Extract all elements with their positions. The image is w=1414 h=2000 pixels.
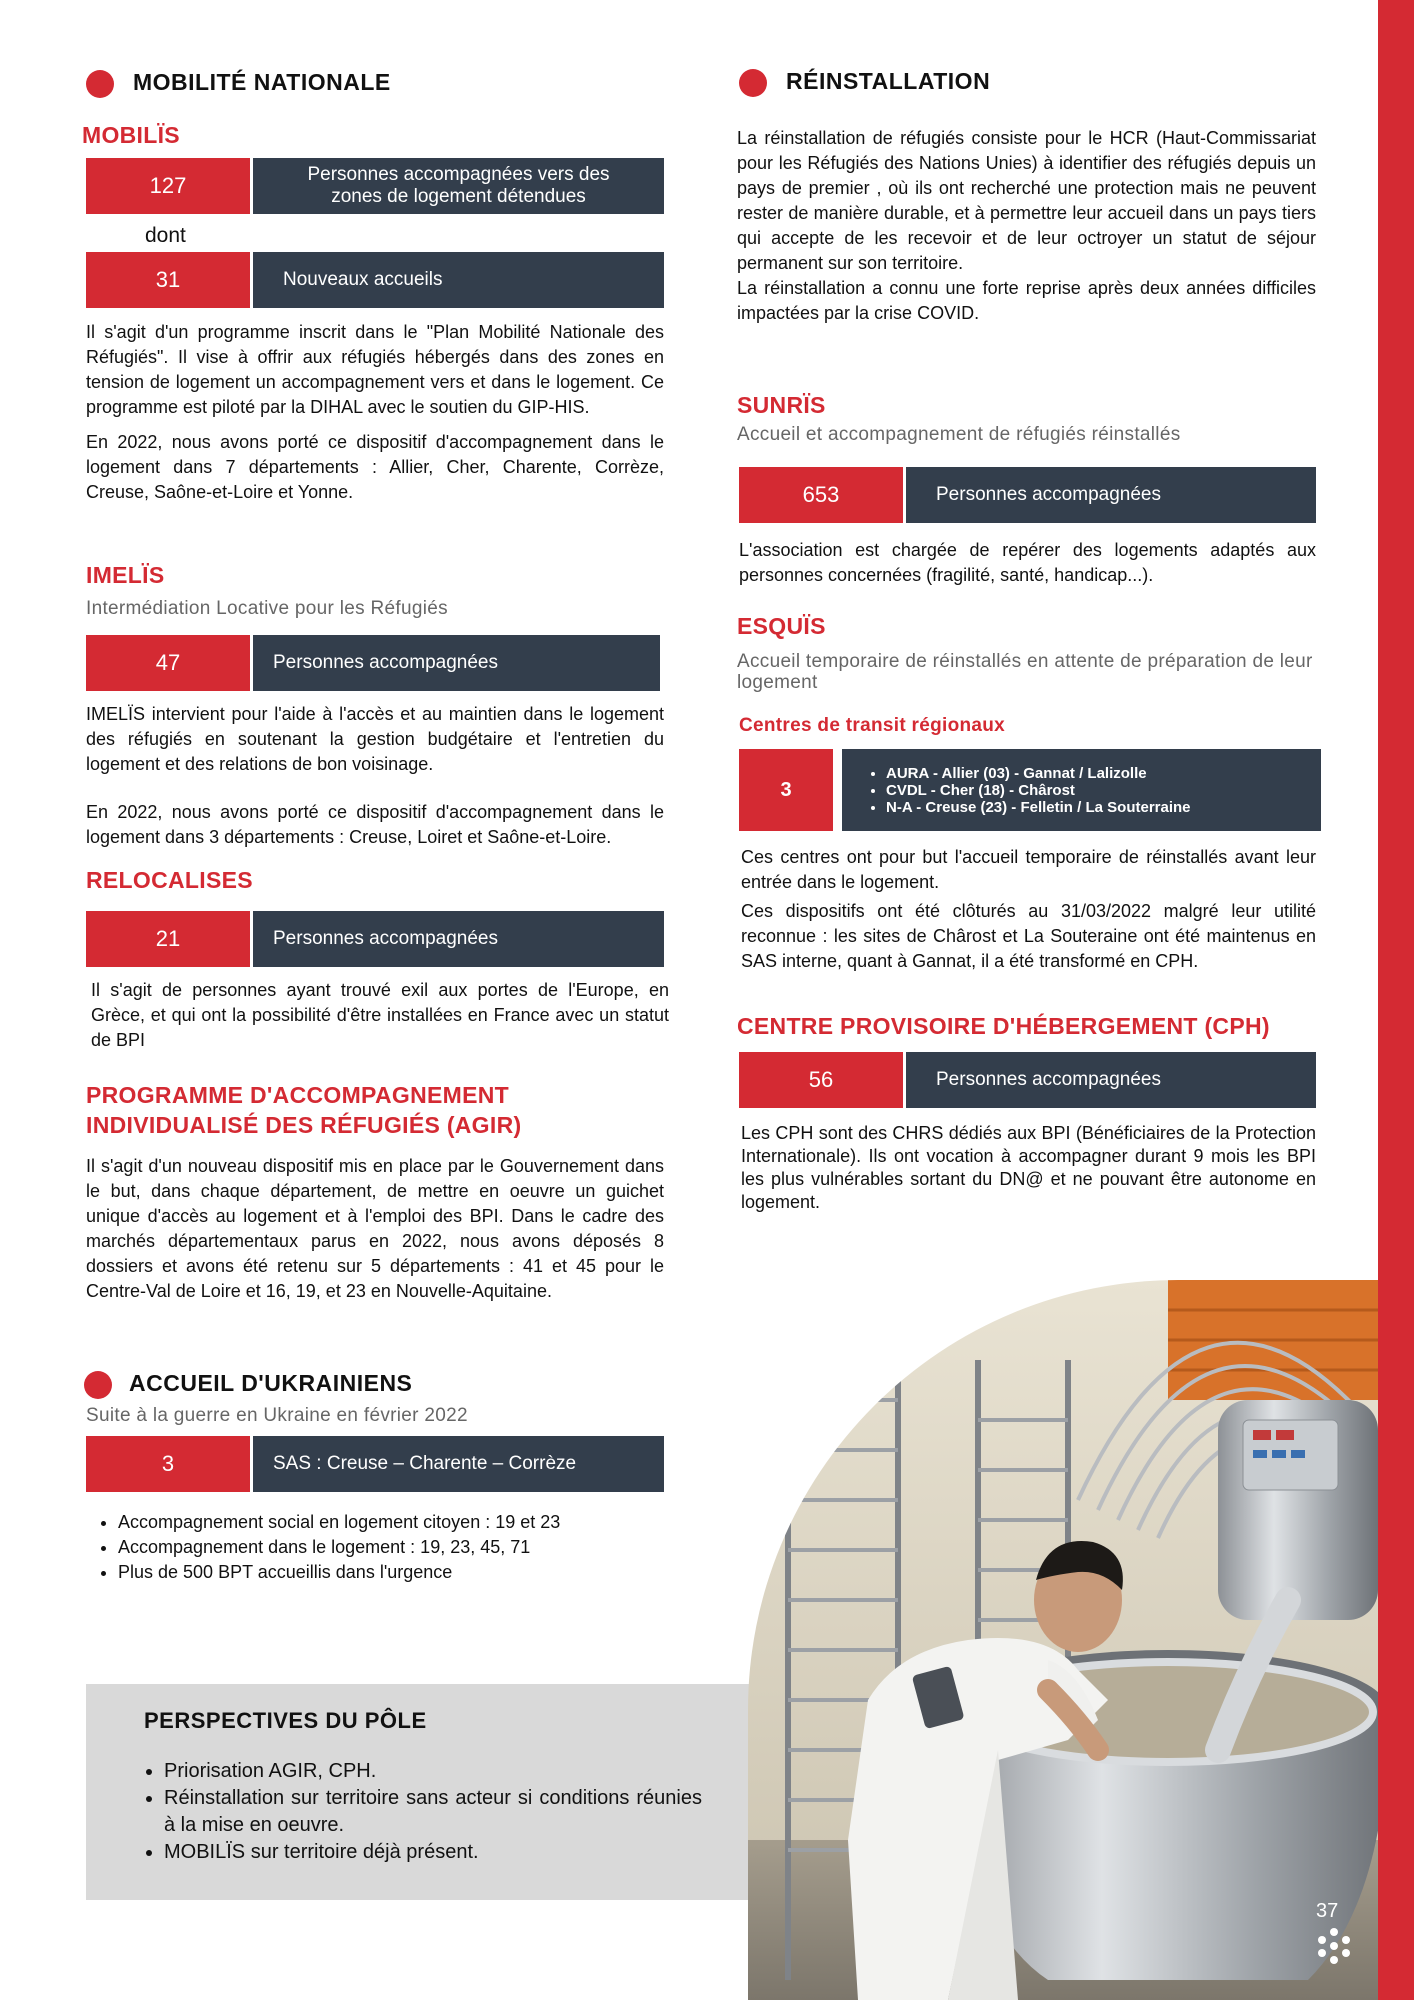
stat-mobilis-31 bbox=[86, 252, 664, 308]
stat-label: Personnes accompagnées bbox=[253, 911, 664, 967]
stat-value: 47 bbox=[86, 635, 250, 691]
centre-item: • CVDL - Cher (18) - Chârost bbox=[886, 782, 1191, 799]
paragraph: La réinstallation de réfugiés consiste pour le HCR (Haut-Commissariat pour les Réfugiés des Nations Unies) à identifier des réfugiés depuis un pays de premier , où ils ont recherché une protection mais ne peuvent rester de manière durable, et à permettre leur accueil dans un pays tiers qui accepte de les recevoir et de leur octroyer un statut de séjour permanent sur son territoire. bbox=[737, 128, 1316, 273]
bullet-item: • Priorisation AGIR, CPH. bbox=[164, 1758, 702, 1785]
bullet-item: • Plus de 500 BPT accueillis dans l'urgence bbox=[118, 1560, 656, 1585]
paragraph: IMELÏS intervient pour l'aide à l'accès et au maintien dans le logement des réfugiés en soutenant la gestion budgétaire et l'entretien du logement et des relations de bon voisinage. bbox=[86, 704, 664, 774]
section-title-ukraine: ACCUEIL D'UKRAINIENS bbox=[129, 1370, 413, 1396]
perspectives-title: PERSPECTIVES DU PÔLE bbox=[144, 1708, 427, 1733]
section-bullet-icon bbox=[84, 1371, 112, 1399]
cph-description bbox=[741, 1122, 1316, 1224]
bullet-item: • Accompagnement dans le logement : 19, 23, 45, 71 bbox=[118, 1535, 656, 1560]
paragraph: Il s'agit d'un programme inscrit dans le "Plan Mobilité Nationale des Réfugiés". Il vise à offrir aux réfugiés hébergés dans des zones en tension de logement un accompagnement vers et dans le logement. Ce programme est piloté par la DIHAL avec le soutien du GIP-HIS. bbox=[86, 322, 664, 417]
page-number: 37 bbox=[1316, 1900, 1339, 1922]
program-title-relocalises: RELOCALISES bbox=[86, 867, 253, 893]
paragraph: Ces dispositifs ont été clôturés au 31/03/2022 malgré leur utilité reconnue : les sites de Chârost et La Souteraine ont été maintenus en SAS interne, quant à Gannat, il a été transformé en CPH. bbox=[741, 901, 1316, 971]
mobilis-description bbox=[86, 320, 664, 515]
stat-label: Nouveaux accueils bbox=[253, 252, 664, 308]
paragraph: Ces centres ont pour but l'accueil temporaire de réinstallés avant leur entrée dans le logement. bbox=[741, 847, 1316, 892]
section-title-mobilite: MOBILITÉ NATIONALE bbox=[133, 69, 391, 95]
centres-title: Centres de transit régionaux bbox=[739, 715, 1006, 736]
centres-list bbox=[842, 749, 1321, 831]
stat-value: 21 bbox=[86, 911, 250, 967]
stat-value: 56 bbox=[739, 1052, 903, 1108]
esquis-description bbox=[741, 845, 1316, 984]
centre-item: • N-A - Creuse (23) - Felletin / La Souterraine bbox=[886, 799, 1191, 816]
stat-label: SAS : Creuse – Charente – Corrèze bbox=[253, 1436, 664, 1492]
perspectives-list bbox=[142, 1758, 702, 1866]
stat-ukraine bbox=[86, 1436, 664, 1492]
stat-value: 31 bbox=[86, 252, 250, 308]
program-title-cph: CENTRE PROVISOIRE D'HÉBERGEMENT (CPH) bbox=[737, 1013, 1270, 1039]
sunris-description bbox=[739, 538, 1316, 598]
stat-mobilis-127 bbox=[86, 158, 664, 214]
paragraph: La réinstallation a connu une forte reprise après deux années difficiles impactées par la crise COVID. bbox=[737, 278, 1316, 323]
section-bullet-icon bbox=[739, 69, 767, 97]
paragraph: Les CPH sont des CHRS dédiés aux BPI (Bénéficiaires de la Protection Internationale). Ils ont vocation à accompagner durant 9 mois les BPI les plus vulnérables sortant du DN@ et ne pouvant être autonome en logement. bbox=[741, 1123, 1316, 1212]
stat-esquis bbox=[739, 749, 1321, 831]
program-title-mobilis: MOBILÏS bbox=[82, 122, 180, 148]
program-title-esquis: ESQUÏS bbox=[737, 613, 826, 639]
stat-label: Personnes accompagnées bbox=[906, 467, 1316, 523]
program-subtitle: Intermédiation Locative pour les Réfugiés bbox=[86, 598, 448, 619]
centre-item: • AURA - Allier (03) - Gannat / Lalizolle bbox=[886, 765, 1191, 782]
program-title-agir-1: PROGRAMME D'ACCOMPAGNEMENT bbox=[86, 1082, 510, 1108]
ukraine-bullets bbox=[96, 1510, 656, 1585]
paragraph: Il s'agit de personnes ayant trouvé exil aux portes de l'Europe, en Grèce, et qui ont la possibilité d'être installées en France avec un statut de BPI bbox=[91, 980, 669, 1050]
ukraine-subtitle: Suite à la guerre en Ukraine en février 2022 bbox=[86, 1405, 468, 1426]
paragraph: En 2022, nous avons porté ce dispositif d'accompagnement dans le logement dans 3 départements : Creuse, Loiret et Saône-et-Loire. bbox=[86, 802, 664, 847]
bakery-photo-illustration bbox=[748, 1280, 1378, 2000]
paragraph: Il s'agit d'un nouveau dispositif mis en place par le Gouvernement dans le but, dans chaque département, de mettre en oeuvre un guichet unique d'accès au logement et à l'emploi des BPI. Dans le cadre des marchés départementaux parus en 2022, nous avons déposés 8 dossiers et avons été retenu sur 5 départements : 41 et 45 pour le Centre-Val de Loire et 16, 19, et 23 en Nouvelle-Aquitaine. bbox=[86, 1156, 664, 1301]
bullet-item: • Réinstallation sur territoire sans acteur si conditions réunies à la mise en oeuvre. bbox=[164, 1785, 702, 1839]
stat-label: Personnes accompagnées vers des zones de logement détendues bbox=[253, 158, 664, 214]
section-bullet-icon bbox=[86, 70, 114, 98]
stat-cph bbox=[739, 1052, 1316, 1108]
agir-description bbox=[86, 1154, 664, 1314]
imelis-description bbox=[86, 702, 664, 860]
bullet-item: • MOBILÏS sur territoire déjà présent. bbox=[164, 1839, 702, 1866]
bullet-item: • Accompagnement social en logement citoyen : 19 et 23 bbox=[118, 1510, 656, 1535]
stat-label: Personnes accompagnées bbox=[906, 1052, 1316, 1108]
stat-sunris bbox=[739, 467, 1316, 523]
stat-label: Personnes accompagnées bbox=[253, 635, 660, 691]
perspectives-box bbox=[86, 1684, 786, 1900]
program-title-imelis: IMELÏS bbox=[86, 562, 165, 588]
dont-label: dont bbox=[145, 224, 186, 247]
stat-value: 3 bbox=[86, 1436, 250, 1492]
stat-relocalises bbox=[86, 911, 664, 967]
paragraph: En 2022, nous avons porté ce dispositif d'accompagnement dans le logement dans 7 départements : Allier, Cher, Charente, Corrèze, Creuse, Saône-et-Loire et Yonne. bbox=[86, 432, 664, 502]
stat-value: 127 bbox=[86, 158, 250, 214]
program-title-sunris: SUNRÏS bbox=[737, 392, 826, 418]
program-title-agir-2: INDIVIDUALISÉ DES RÉFUGIÉS (AGIR) bbox=[86, 1112, 522, 1138]
reinstallation-description bbox=[737, 126, 1316, 336]
stat-imelis bbox=[86, 635, 660, 691]
decorative-dots-icon bbox=[1314, 1926, 1354, 1966]
bakery-photo bbox=[748, 1280, 1378, 2000]
section-title-reinstallation: RÉINSTALLATION bbox=[786, 68, 991, 94]
paragraph: L'association est chargée de repérer des logements adaptés aux personnes concernées (fragilité, santé, handicap...). bbox=[739, 540, 1316, 585]
sunris-subtitle: Accueil et accompagnement de réfugiés réinstallés bbox=[737, 424, 1181, 445]
relocalises-description bbox=[91, 978, 669, 1063]
esquis-subtitle: Accueil temporaire de réinstallés en attente de préparation de leur logement bbox=[737, 651, 1313, 693]
stat-value: 3 bbox=[739, 749, 833, 831]
page-edge-bar bbox=[1378, 0, 1414, 2000]
stat-value: 653 bbox=[739, 467, 903, 523]
